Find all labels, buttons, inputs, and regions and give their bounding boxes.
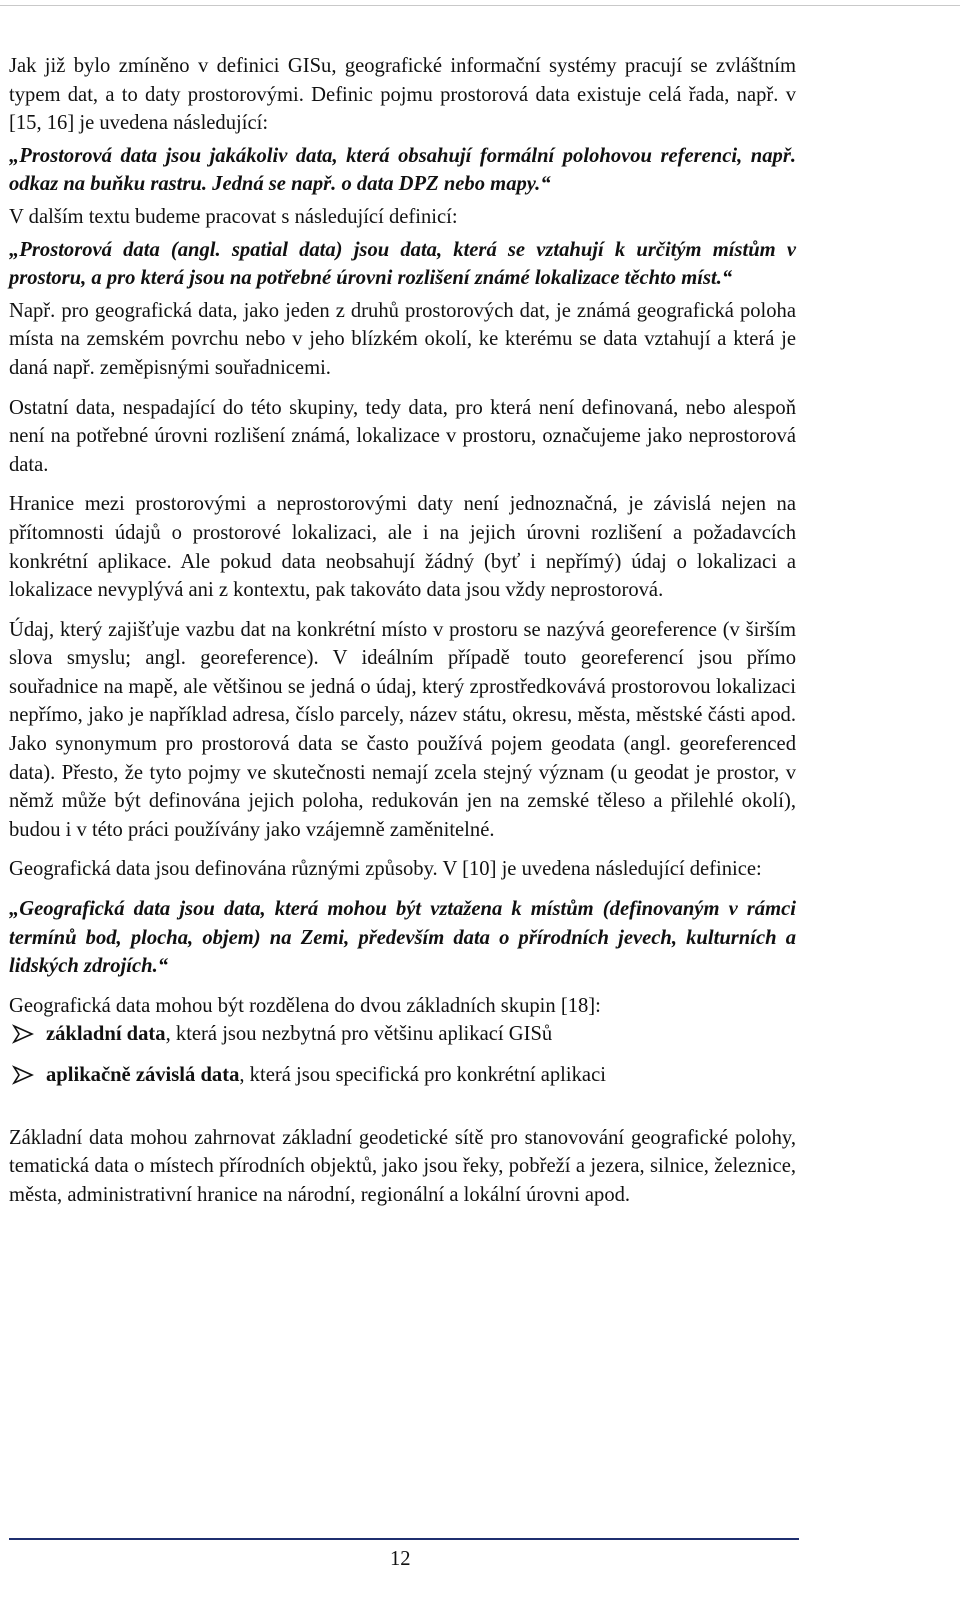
document-page: [9, 52, 796, 1209]
list-item-text: , která jsou nezbytná pro většinu aplikací GISů: [165, 1023, 553, 1046]
paragraph-geographic-example: Např. pro geografická data, jako jeden z druhů prostorových dat, je známá geografická poloha místa na zemském povrchu nebo v jeho blízkém okolí, ke kterému se data vztahují a která je daná např. zeměpisnými souřadnicemi.: [9, 299, 796, 379]
paragraph-boundary: Hranice mezi prostorovými a neprostorovými daty není jednoznačná, je závislá nejen na přítomnosti údajů o prostorové lokalizaci, ale i na jejich úrovni rozlišení a požadavcích konkrétní aplikace. Ale pokud data neobsahují žádný (byť i nepřímý) údaj o lokalizaci a lokalizace nevyplývá ani z kontextu, pak takováto data jsou vždy neprostorová.: [9, 493, 796, 602]
definition-geographic-data: „Geografická data jsou data, která mohou být vztažena k místům (definovaným v rámci termínů bod, plocha, objem) na Zemi, především data o přírodních jevech, kulturních a lidských zdrojích.“: [9, 898, 796, 978]
list-item: [9, 1020, 796, 1049]
list-item-text: , která jsou specifická pro konkrétní aplikaci: [239, 1064, 606, 1086]
list-item-term: základní data: [46, 1023, 166, 1046]
definition-spatial-data-2: „Prostorová data (angl. spatial data) jsou data, která se vztahují k určitým místům v prostoru, a pro která jsou na potřebné úrovni rozlišení známé lokalizace těchto míst.“: [9, 238, 796, 290]
paragraph-georeference: Údaj, který zajišťuje vazbu dat na konkrétní místo v prostoru se nazývá georeference (v širším slova smyslu; angl. georeference). V ideálním případě touto georeferencí jsou přímo souřadnice na mapě, ale většinou se jedná o údaj, který zprostředkovává prostorovou lokalizaci nepřímo, jako je například adresa, číslo parcely, název státu, okresu, města, městské části apod. Jako synonymum pro prostorová data se často používá pojem geodata (angl. georeferenced data). Přesto, že tyto pojmy ve skutečnosti nemají zcela stejný význam (u geodat je prostor, v němž může být definována jejich poloha, redukován jen na zemské těleso a přilehlé okolí), budou i v této práci používány jako vzájemně zaměnitelné.: [9, 618, 796, 841]
definition-spatial-data-1: „Prostorová data jsou jakákoliv data, která obsahují formální polohovou referenci, např. odkaz na buňku rastru. Jedná se např. o data DPZ nebo mapy.“: [9, 144, 796, 196]
page-number: 12: [390, 1548, 411, 1570]
footer-rule: [9, 1538, 799, 1540]
paragraph-next-definition: V dalším textu budeme pracovat s následující definicí:: [9, 205, 458, 228]
paragraph-groups-intro: Geografická data mohou být rozdělena do dvou základních skupin [18]:: [9, 994, 601, 1017]
arrowhead-bullet-icon: [9, 1020, 37, 1048]
data-groups-list: [9, 1020, 796, 1089]
arrowhead-bullet-icon: [9, 1061, 37, 1089]
paragraph-geographic-definition-intro: Geografická data jsou definována různými způsoby. V [10] je uvedena následující definice:: [9, 858, 762, 881]
header-rule: [0, 5, 960, 6]
paragraph-basic-data: Základní data mohou zahrnovat základní geodetické sítě pro stanovování geografické polohy, tematická data o místech přírodních objektů, jako jsou řeky, pobřeží a jezera, silnice, železnice, města, administrativní hranice na národní, regionální a lokální úrovni apod.: [9, 1126, 796, 1206]
paragraph-nonspatial-data: Ostatní data, nespadající do této skupiny, tedy data, pro která není definovaná, nebo alespoň není na potřebné úrovni rozlišení známá, lokalizace v prostoru, označujeme jako neprostorová data.: [9, 396, 796, 476]
paragraph-intro: Jak již bylo zmíněno v definici GISu, geografické informační systémy pracují se zvláštním typem dat, a to daty prostorovými. Definic pojmu prostorová data existuje celá řada, např. v [15, 16] je uvedena následující:: [9, 55, 796, 135]
list-item-term: aplikačně závislá data: [46, 1064, 240, 1086]
list-item: [9, 1061, 796, 1090]
